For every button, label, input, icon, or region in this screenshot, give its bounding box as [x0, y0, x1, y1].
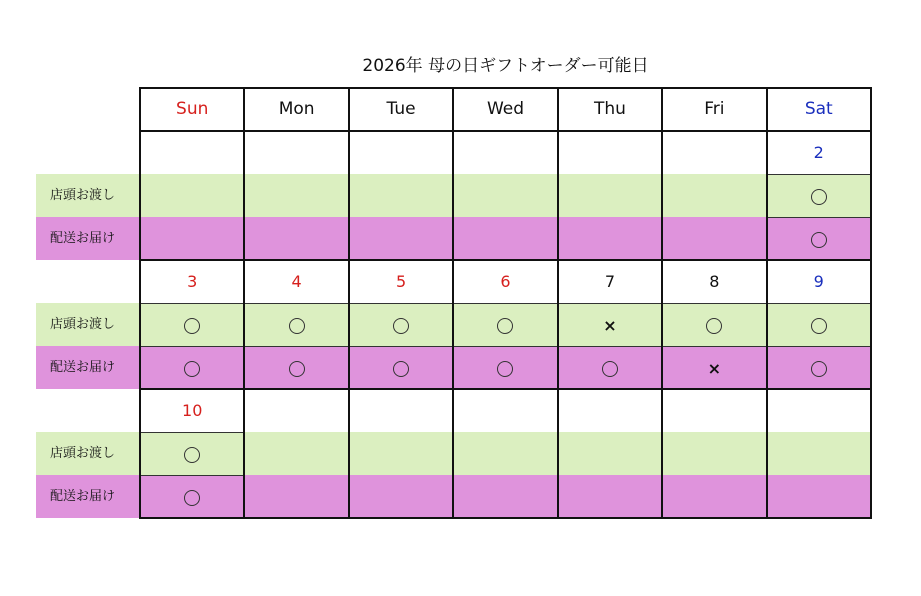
row-label-pickup: 店頭お渡し — [36, 432, 140, 475]
cross-icon: × — [603, 315, 617, 335]
date-cell: 3 — [187, 272, 198, 291]
grid-hline — [139, 259, 872, 261]
circle-icon — [811, 232, 827, 248]
date-cell — [453, 389, 557, 432]
date-cell: 9 — [813, 272, 824, 291]
date-cell: 2 — [813, 143, 824, 162]
circle-icon — [811, 189, 827, 205]
page-title: 2026年 母の日ギフトオーダー可能日 — [362, 56, 649, 76]
pickup-cell — [558, 174, 662, 217]
weekday-header-wed: Wed — [486, 99, 525, 119]
date-cell — [349, 389, 453, 432]
weekday-header-sat: Sat — [804, 99, 833, 119]
delivery-cell — [767, 217, 871, 260]
pickup-cell — [558, 303, 662, 346]
delivery-cell — [140, 475, 244, 518]
circle-icon — [289, 318, 305, 334]
delivery-cell — [349, 346, 453, 389]
date-cell — [662, 131, 766, 174]
delivery-cell — [662, 217, 766, 260]
row-label-pickup: 店頭お渡し — [36, 303, 140, 346]
pickup-cell — [453, 432, 557, 475]
delivery-cell — [558, 346, 662, 389]
row-separator — [140, 432, 244, 433]
pickup-cell — [767, 432, 871, 475]
pickup-cell — [349, 432, 453, 475]
row-label-pickup: 店頭お渡し — [36, 174, 140, 217]
delivery-cell — [767, 346, 871, 389]
delivery-cell — [558, 475, 662, 518]
date-cell: 10 — [182, 401, 203, 420]
grid-hline — [139, 388, 872, 390]
row-separator — [140, 346, 871, 347]
circle-icon — [289, 361, 305, 377]
circle-icon — [497, 361, 513, 377]
pickup-cell — [244, 432, 348, 475]
date-cell — [558, 389, 662, 432]
date-cell — [244, 131, 348, 174]
date-cell — [349, 131, 453, 174]
pickup-cell — [244, 303, 348, 346]
delivery-cell — [244, 346, 348, 389]
grid-hline — [139, 87, 872, 89]
grid-vline — [557, 88, 559, 519]
circle-icon — [602, 361, 618, 377]
weekday-header-thu: Thu — [593, 99, 626, 119]
circle-icon — [184, 447, 200, 463]
circle-icon — [393, 318, 409, 334]
pickup-cell — [767, 303, 871, 346]
circle-icon — [184, 490, 200, 506]
circle-icon — [184, 318, 200, 334]
pickup-cell — [767, 174, 871, 217]
cross-icon: × — [707, 358, 722, 378]
date-cell — [244, 389, 348, 432]
row-separator — [140, 475, 244, 476]
delivery-cell — [140, 217, 244, 260]
grid-hline — [139, 517, 872, 519]
delivery-cell — [349, 217, 453, 260]
row-label-delivery: 配送お届け — [36, 475, 140, 518]
date-cell — [558, 131, 662, 174]
grid-vline — [139, 88, 141, 519]
delivery-cell — [140, 346, 244, 389]
delivery-cell — [662, 346, 766, 389]
grid-hline — [139, 130, 872, 132]
pickup-cell — [453, 174, 557, 217]
date-cell — [140, 131, 244, 174]
circle-icon — [811, 318, 827, 334]
delivery-cell — [349, 475, 453, 518]
circle-icon — [393, 361, 409, 377]
date-cell — [767, 389, 871, 432]
grid-vline — [870, 88, 872, 519]
delivery-cell — [767, 475, 871, 518]
pickup-cell — [244, 174, 348, 217]
date-cell: 7 — [604, 272, 615, 291]
delivery-cell — [453, 475, 557, 518]
row-label-delivery: 配送お届け — [36, 217, 140, 260]
delivery-cell — [558, 217, 662, 260]
pickup-cell — [558, 432, 662, 475]
row-label-delivery: 配送お届け — [36, 346, 140, 389]
grid-vline — [661, 88, 663, 519]
grid-vline — [452, 88, 454, 519]
date-cell — [662, 389, 766, 432]
pickup-cell — [349, 303, 453, 346]
circle-icon — [811, 361, 827, 377]
delivery-cell — [662, 475, 766, 518]
pickup-cell — [662, 174, 766, 217]
circle-icon — [184, 361, 200, 377]
pickup-cell — [349, 174, 453, 217]
weekday-header-sun: Sun — [176, 99, 209, 119]
weekday-header-mon: Mon — [278, 99, 315, 119]
pickup-cell — [662, 432, 766, 475]
grid-vline — [348, 88, 350, 519]
row-separator — [767, 217, 871, 218]
grid-vline — [766, 88, 768, 519]
date-cell: 4 — [291, 272, 302, 291]
date-cell — [453, 131, 557, 174]
delivery-cell — [244, 217, 348, 260]
weekday-header-tue: Tue — [386, 99, 416, 119]
weekday-header-fri: Fri — [704, 99, 725, 119]
circle-icon — [706, 318, 722, 334]
delivery-cell — [453, 217, 557, 260]
pickup-cell — [662, 303, 766, 346]
delivery-cell — [453, 346, 557, 389]
row-separator — [140, 303, 871, 304]
circle-icon — [497, 318, 513, 334]
delivery-cell — [244, 475, 348, 518]
date-cell: 6 — [500, 272, 511, 291]
pickup-cell — [140, 303, 244, 346]
grid-vline — [243, 88, 245, 519]
pickup-cell — [140, 432, 244, 475]
pickup-cell — [140, 174, 244, 217]
date-cell: 8 — [709, 272, 720, 291]
pickup-cell — [453, 303, 557, 346]
row-separator — [767, 174, 871, 175]
date-cell: 5 — [395, 272, 407, 291]
